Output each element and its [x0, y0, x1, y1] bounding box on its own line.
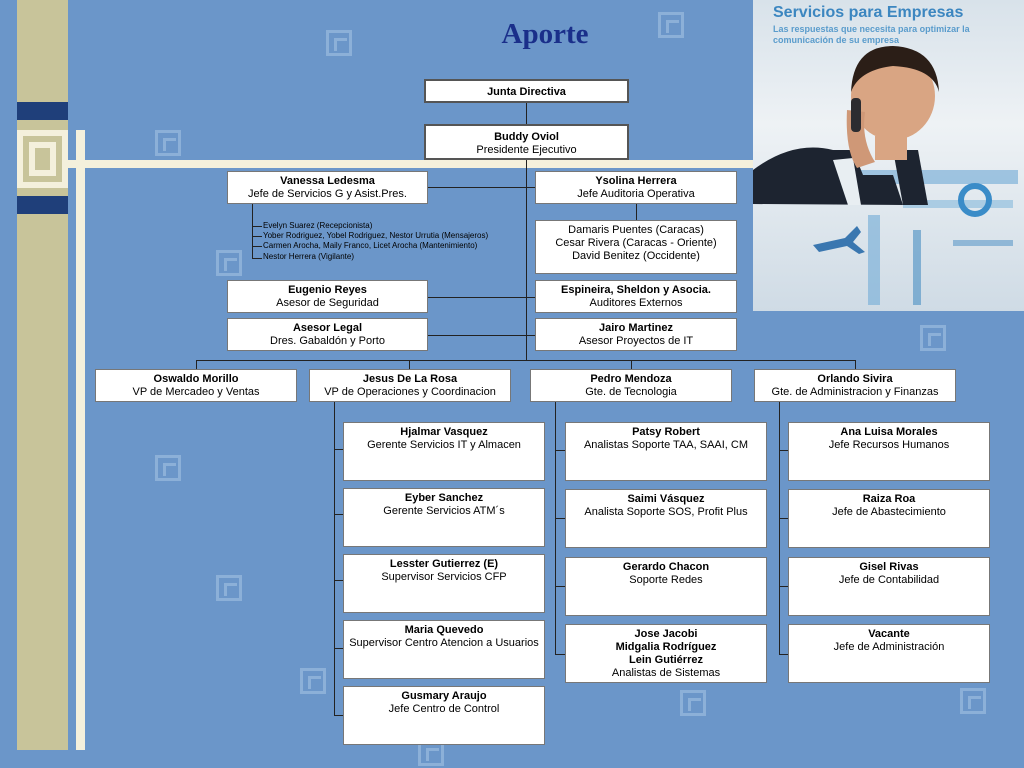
connector-line	[428, 187, 535, 188]
person-role: Jefe Auditoria Operativa	[577, 188, 695, 200]
person-role: Asesor de Seguridad	[276, 297, 379, 309]
org-box-operations	[343, 422, 545, 481]
org-box-vanessa-ledesma	[227, 171, 428, 204]
org-box-president	[424, 124, 629, 160]
org-box-finance	[788, 557, 990, 616]
greek-key-pattern-icon	[920, 325, 946, 351]
promo-heading: Servicios para Empresas	[773, 4, 964, 21]
promo-image	[753, 0, 1024, 311]
greek-key-pattern-icon	[155, 130, 181, 156]
org-box-espineira	[535, 280, 737, 313]
person-role: Gte. de Administracion y Finanzas	[771, 386, 939, 398]
person-role: Supervisor Servicios CFP	[381, 571, 507, 583]
org-box-ysolina-herrera	[535, 171, 737, 204]
org-box-operations	[343, 686, 545, 745]
person-name: Midgalia Rodríguez	[615, 641, 717, 653]
person-name: Gusmary Araujo	[401, 690, 487, 702]
person-name: Maria Quevedo	[404, 624, 484, 636]
person-name: Asesor Legal	[292, 322, 363, 334]
org-box-finance	[788, 422, 990, 481]
person-role: Jefe de Contabilidad	[838, 574, 940, 586]
connector-line	[196, 360, 856, 361]
org-box-operations	[343, 620, 545, 679]
connector-line	[428, 335, 535, 336]
greek-key-pattern-icon	[300, 668, 326, 694]
person-role: Auditores Externos	[589, 297, 683, 309]
connector-line	[555, 654, 565, 655]
person-role: Asesor Proyectos de IT	[578, 335, 694, 347]
person-name: Vanessa Ledesma	[280, 175, 375, 187]
navy-stripe-bottom	[17, 196, 68, 214]
staff-list-item: Nestor Herrera (Vigilante)	[263, 252, 354, 261]
org-box-asesor-legal	[227, 318, 428, 351]
person-role: Gerente Servicios IT y Almacen	[367, 439, 521, 451]
president-name: Buddy Oviol	[494, 131, 559, 143]
org-box-jairo-martinez	[535, 318, 737, 351]
person-role: Analistas de Sistemas	[611, 667, 721, 679]
connector-line	[252, 246, 262, 247]
person-role: Gte. de Tecnologia	[585, 386, 677, 398]
person-role: Soporte Redes	[629, 574, 703, 586]
org-box-technology	[565, 422, 767, 481]
person-name: Ysolina Herrera	[595, 175, 677, 187]
businessman-phone-illustration	[753, 0, 1024, 311]
person-name: Pedro Mendoza	[590, 373, 672, 385]
person-name: Oswaldo Morillo	[153, 373, 239, 385]
org-box-vp-mercadeo	[95, 369, 297, 402]
person-name: Jairo Martinez	[599, 322, 673, 334]
person-role: Gerente Servicios ATM´s	[383, 505, 505, 517]
greek-key-pattern-icon	[216, 575, 242, 601]
greek-key-pattern-icon	[326, 30, 352, 56]
org-box-gte-tecnologia	[530, 369, 732, 402]
connector-line	[428, 297, 535, 298]
person-name: Orlando Sivira	[817, 373, 893, 385]
org-box-finance	[788, 624, 990, 683]
connector-line	[636, 204, 637, 220]
org-box-gte-finanzas	[754, 369, 956, 402]
connector-line	[252, 226, 262, 227]
org-box-board	[424, 79, 629, 103]
person-role: Jefe Centro de Control	[388, 703, 500, 715]
person-name: Vacante	[868, 628, 910, 640]
org-box-operations	[343, 488, 545, 547]
org-box-auditors	[535, 220, 737, 274]
person-role: Analistas Soporte TAA, SAAI, CM	[583, 439, 749, 451]
person-role: Jefe de Abastecimiento	[832, 506, 946, 518]
person-name: Raiza Roa	[862, 493, 916, 505]
org-box-eugenio-reyes	[227, 280, 428, 313]
person-name: Eyber Sanchez	[404, 492, 484, 504]
page-title: Aporte	[501, 18, 589, 50]
person-name: Espineira, Sheldon y Asocia.	[561, 284, 711, 296]
person-name: Gisel Rivas	[859, 561, 919, 573]
org-box-technology	[565, 489, 767, 548]
greek-key-pattern-icon	[960, 688, 986, 714]
org-box-vp-operaciones	[309, 369, 511, 402]
connector-line	[252, 204, 253, 259]
person-role: VP de Operaciones y Coordinacion	[324, 386, 496, 398]
auditor-name: Damaris Puentes (Caracas)	[568, 224, 704, 236]
greek-key-pattern-icon	[658, 12, 684, 38]
greek-key-pattern-icon	[155, 455, 181, 481]
navy-stripe-top	[17, 102, 68, 120]
cream-vertical-line	[76, 130, 85, 750]
person-name: Lesster Gutierrez (E)	[389, 558, 499, 570]
org-box-technology	[565, 557, 767, 616]
person-role: VP de Mercadeo y Ventas	[132, 386, 260, 398]
org-box-operations	[343, 554, 545, 613]
person-name: Hjalmar Vasquez	[400, 426, 488, 438]
person-role: Supervisor Centro Atencion a Usuarios	[349, 637, 539, 649]
person-role: Jefe de Administración	[833, 641, 945, 653]
connector-line	[252, 236, 262, 237]
connector-line	[555, 518, 565, 519]
person-name: Lein Gutiérrez	[629, 654, 703, 666]
person-name: Eugenio Reyes	[288, 284, 367, 296]
staff-list-item: Yober Rodriguez, Yobel Rodriguez, Nestor Urrutia (Mensajeros)	[263, 231, 489, 240]
connector-line	[555, 402, 556, 655]
person-name: Saimi Vásquez	[627, 493, 705, 505]
org-box-finance	[788, 489, 990, 548]
greek-key-pattern-icon	[216, 250, 242, 276]
connector-line	[779, 402, 780, 655]
auditor-name: Cesar Rivera (Caracas - Oriente)	[555, 237, 717, 249]
person-name: Jesus De La Rosa	[362, 373, 458, 385]
president-role: Presidente Ejecutivo	[476, 144, 577, 156]
person-name: Jose Jacobi	[634, 628, 698, 640]
person-name: Patsy Robert	[632, 426, 700, 438]
person-name: Ana Luisa Morales	[840, 426, 938, 438]
org-box-technology	[565, 624, 767, 683]
staff-list-item: Evelyn Suarez (Recepcionista)	[263, 221, 373, 230]
person-role: Dres. Gabaldón y Porto	[270, 335, 385, 347]
staff-list-item: Carmen Arocha, Maily Franco, Licet Arocha (Mantenimiento)	[263, 241, 478, 250]
promo-subheading: Las respuestas que necesita para optimizar la comunicación de su empresa	[773, 24, 970, 45]
cream-horizontal-line	[68, 160, 758, 168]
greek-key-motif	[17, 130, 68, 188]
person-name: Gerardo Chacon	[622, 561, 710, 573]
connector-line	[555, 586, 565, 587]
greek-key-pattern-icon	[680, 690, 706, 716]
board-name: Junta Directiva	[487, 86, 566, 98]
person-role: Jefe Recursos Humanos	[828, 439, 950, 451]
connector-line	[555, 450, 565, 451]
connector-line	[252, 258, 262, 259]
person-role: Analista Soporte SOS, Profit Plus	[584, 506, 748, 518]
person-role: Jefe de Servicios G y Asist.Pres.	[248, 188, 407, 200]
auditor-name: David Benitez (Occidente)	[572, 250, 700, 262]
